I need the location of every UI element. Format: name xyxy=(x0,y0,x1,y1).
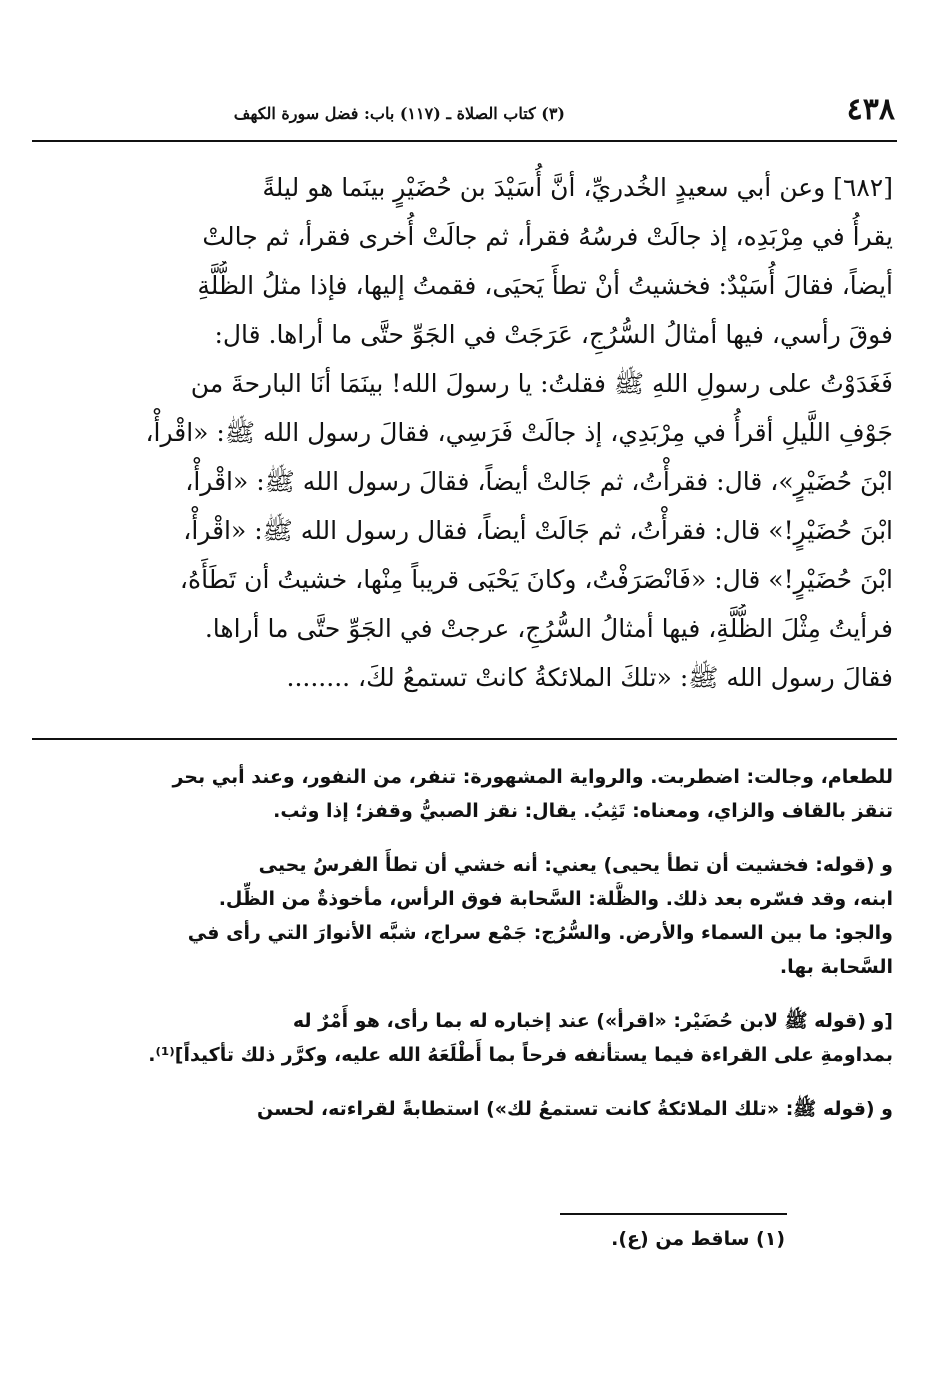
section-divider xyxy=(32,738,897,740)
hadith-line: يقرأُ في مِرْبَدِه، إذ جالَتْ فرسُهُ فقرأ، ثم جالَتْ أُخرى فقرأ، ثم جالتْ xyxy=(202,222,893,251)
hadith-line: فَغَدَوْتُ على رسولِ اللهِ ﷺ فقلتُ: يا رسولَ الله! بينَمَا أنَا البارحةَ من xyxy=(190,369,893,398)
commentary-paragraph xyxy=(28,848,893,984)
commentary-line: والجو: ما بين السماء والأرض. والسُّرُج: جَمْع سراج، شبَّه الأنوارَ التي رأى في xyxy=(187,922,893,944)
page-header xyxy=(30,92,895,136)
hadith-line: فقالَ رسول الله ﷺ: «تلكَ الملائكةُ كانتْ تستمعُ لكَ، ........ xyxy=(286,663,893,692)
hadith-line: [٦٨٢] وعن أبي سعيدٍ الخُدريِّ، أنَّ أُسَيْدَ بن حُضَيْرٍ بينَما هو ليلةً xyxy=(262,173,893,202)
commentary-line: تنقز بالقاف والزاي، ومعناه: تَثِبُ. يقال: نقز الصبيُّ وقفز؛ إذا وثب. xyxy=(273,800,893,822)
footnote: (١) ساقط من (ع). xyxy=(611,1228,785,1250)
commentary-line: [و (قوله ﷺ لابن حُضَيْر: «اقرأ») عند إخباره له بما رأى، هو أَمْرٌ له xyxy=(292,1010,893,1032)
hadith-line: فوقَ رأسي، فيها أمثالُ السُّرُجِ، عَرَجَتْ في الجَوِّ حتَّى ما أراها. قال: xyxy=(214,320,893,349)
commentary-line: للطعام، وجالت: اضطربت. والرواية المشهورة: تنفر، من النفور، وعند أبي بحر xyxy=(172,766,893,788)
page-number: ٤٣٨ xyxy=(846,92,895,127)
hadith-line: ابْنَ حُضَيْرٍ!» قال: فقرأْتُ، ثم جَالَتْ أيضاً، فقال رسول الله ﷺ: «اقْرأْ، xyxy=(183,516,893,545)
hadith-line: أيضاً، فقالَ أُسَيْدٌ: فخشيتُ أنْ تطأَ يَحيَى، فقمتُ إليها، فإذا مثلُ الظُّلَّةِ xyxy=(197,271,893,300)
commentary-line: و (قوله ﷺ: «تلك الملائكةُ كانت تستمعُ لك») استطابةً لقراءته، لحسن xyxy=(257,1098,893,1120)
hadith-line: ابْنَ حُضَيْرٍ»، قال: فقرأْتُ، ثم جَالتْ أيضاً، فقالَ رسول الله ﷺ: «اقْرأْ، xyxy=(185,467,893,496)
header-rule xyxy=(32,140,897,142)
commentary-line: بمداومةِ على القراءة فيما يستأنفه فرحاً بما أَطْلَعَهُ الله عليه، وكرَّر ذلك تأكيداً]⁽¹⁾. xyxy=(148,1044,893,1066)
running-title: (٣) كتاب الصلاة ـ (١١٧) باب: فضل سورة الكهف xyxy=(233,104,565,123)
commentary xyxy=(28,760,893,1146)
commentary-line: و (قوله: فخشيت أن تطأ يحيى) يعني: أنه خشي أن تطأَ الفرسُ يحيى xyxy=(258,854,893,876)
hadith-line: فرأيتُ مِثْلَ الظُّلَّةِ، فيها أمثالُ السُّرُجِ، عرجتْ في الجَوِّ حتَّى ما أراها. xyxy=(204,614,893,643)
commentary-paragraph xyxy=(28,760,893,828)
hadith-line: ابْنَ حُضَيْرٍ!» قال: «فَانْصَرَفْتُ، وكانَ يَحْيَى قريباً مِنْها، خشيتُ أن تَطَأَهُ، xyxy=(179,565,893,594)
hadith-line: جَوْفِ اللَّيلِ أقرأُ في مِرْبَدِي، إذ جالَتْ فَرَسِي، فقالَ رسول الله ﷺ: «اقْرأْ، xyxy=(145,418,893,447)
hadith-text xyxy=(28,163,893,702)
commentary-line: السَّحابة بها. xyxy=(779,956,893,978)
commentary-line: ابنه، وقد فسّره بعد ذلك. والظُّلة: السَّحابة فوق الرأس، مأخوذةٌ من الظِّل. xyxy=(218,888,893,910)
commentary-paragraph xyxy=(28,1092,893,1126)
footnote-rule xyxy=(560,1213,787,1215)
commentary-paragraph xyxy=(28,1004,893,1072)
